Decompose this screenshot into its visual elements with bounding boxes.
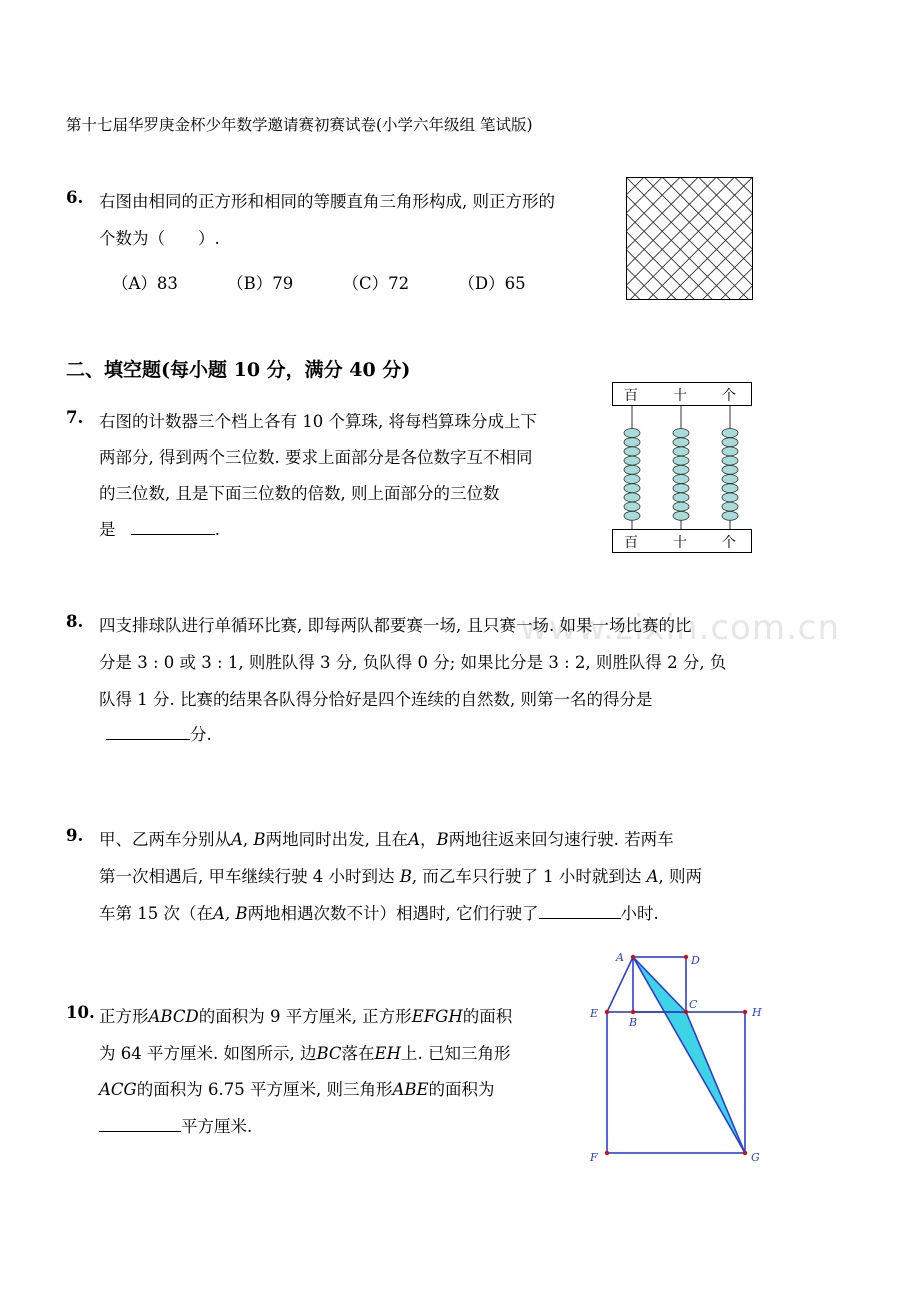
lattice-line: [626, 177, 644, 300]
q9-line3: [99, 900, 659, 924]
lattice-line: [626, 177, 680, 300]
label-c: C: [689, 998, 698, 1011]
lattice-line: [626, 177, 749, 300]
abacus-top-label-hundreds: 百: [624, 388, 638, 404]
abacus-bead: [673, 429, 689, 438]
choice-b: （B）79: [227, 274, 294, 293]
choice-a: （A）83: [112, 274, 178, 293]
q10-line1: [99, 1003, 512, 1027]
lattice-line: [735, 177, 754, 300]
choice-c: （C）72: [342, 274, 410, 293]
abacus-bead: [673, 447, 689, 456]
q9-number: 9.: [66, 826, 84, 845]
q9-comma: ，: [419, 830, 437, 849]
q9-text: 两地同时出发, 且在: [265, 830, 409, 849]
segment-cg: [686, 1012, 745, 1153]
watermark: www.zixin.com.cn: [520, 608, 840, 648]
q7-line4-prefix: 是: [99, 520, 116, 539]
segment-ag: [633, 957, 745, 1153]
q9-text: 甲、乙两车分别从: [99, 830, 231, 849]
point-b: [631, 1010, 635, 1014]
point-c: [684, 1010, 688, 1014]
q10-text: 为 64 平方厘米. 如图所示, 边: [99, 1044, 317, 1063]
q10-text: 正方形: [99, 1007, 149, 1026]
lattice-line: [626, 177, 731, 300]
var-eh: EH: [374, 1044, 401, 1063]
lattice-line: [626, 177, 662, 300]
lattice-line: [630, 177, 753, 300]
q9-line2: [99, 863, 702, 887]
abacus-bottom-label-tens: 十: [673, 535, 687, 551]
q10-text: 平方厘米.: [181, 1117, 253, 1136]
section-title: 二、填空题(每小题 10 分，满分 40 分): [66, 359, 411, 381]
abacus-bead: [722, 502, 738, 511]
point-f: [605, 1151, 609, 1155]
abacus-figure: [612, 382, 752, 553]
q8-line3: 队得 1 分. 比赛的结果各队得分恰好是四个连续的自然数, 则第一名的得分是: [99, 690, 653, 709]
label-a: A: [616, 951, 624, 964]
q9-text: 两地往返来回匀速行驶. 若两车: [448, 830, 674, 849]
abacus-bead: [722, 438, 738, 447]
abacus-bead: [624, 511, 640, 520]
abacus-bead: [624, 502, 640, 511]
abacus-top-label-ones: 个: [722, 388, 736, 404]
abacus-bead: [624, 484, 640, 493]
q7-answer-blank[interactable]: [131, 520, 215, 535]
q8-line4-suffix: 分.: [190, 725, 212, 744]
var-a: A: [646, 867, 659, 886]
abacus-bead: [722, 429, 738, 438]
q7-line3: 的三位数, 且是下面三位数的倍数, 则上面部分的三位数: [99, 484, 500, 503]
q10-number: 10.: [66, 1003, 95, 1022]
q6-lattice-figure: [626, 177, 754, 301]
lattice-line: [666, 177, 754, 300]
point-a: [631, 955, 635, 959]
abacus-bead: [673, 511, 689, 520]
q9-text: , 而乙车只行驶了 1 小时就到达: [411, 867, 642, 886]
q8-line2: 分是 3 : 0 或 3 : 1, 则胜队得 3 分, 负队得 0 分; 如果比分是 3 : 2, 则胜队得 2 分, 负: [99, 653, 727, 672]
abacus-bead: [624, 438, 640, 447]
abacus-bead: [624, 465, 640, 474]
abacus-bead: [624, 475, 640, 484]
var-bc: BC: [316, 1044, 342, 1063]
label-b: B: [629, 1016, 638, 1029]
q7-number: 7.: [66, 408, 84, 427]
var-b: B: [399, 867, 412, 886]
q8-answer-blank[interactable]: [106, 725, 190, 740]
q10-line2: [99, 1040, 510, 1064]
q6-choices: [112, 270, 570, 294]
var-b: B: [253, 830, 266, 849]
lattice-line: [738, 177, 754, 300]
q10-text: 的面积为 9 平方厘米, 正方形: [198, 1007, 412, 1026]
q6-line1: 右图由相同的正方形和相同的等腰直角三角形构成, 则正方形的: [99, 192, 555, 211]
abacus-bead: [673, 438, 689, 447]
label-f: F: [590, 1151, 598, 1164]
abacus-bottom-label-hundreds: 百: [624, 535, 638, 551]
abacus-bead: [673, 475, 689, 484]
abacus-bead: [722, 456, 738, 465]
abacus-bead: [722, 447, 738, 456]
q8-line4: [106, 721, 212, 745]
lattice-line: [626, 177, 659, 300]
segment-ae: [607, 957, 633, 1012]
q7-line4-suffix: .: [214, 520, 220, 539]
q9-text: 两地相遇次数不计）相遇时, 它们行驶了: [247, 904, 539, 923]
abacus-bead: [722, 511, 738, 520]
var-acg: ACG: [99, 1080, 137, 1099]
q10-answer-blank[interactable]: [99, 1117, 181, 1132]
q6-line2: 个数为（ ）.: [99, 229, 220, 248]
label-d: D: [691, 954, 700, 967]
q7-line1: 右图的计数器三个档上各有 10 个算珠, 将每档算珠分成上下: [99, 412, 537, 431]
q10-line3: [99, 1076, 495, 1100]
abacus-bead: [624, 447, 640, 456]
point-e: [605, 1010, 609, 1014]
q9-answer-blank[interactable]: [539, 904, 621, 919]
abacus-bead: [624, 456, 640, 465]
q9-text: 第一次相遇后, 甲车继续行驶 4 小时到达: [99, 867, 395, 886]
q9-text: , 则两: [658, 867, 703, 886]
q10-line4: [99, 1113, 252, 1137]
q6-number: 6.: [66, 188, 84, 207]
var-efgh: EFGH: [411, 1007, 463, 1026]
choice-d: （D）65: [458, 274, 526, 293]
q10-text: 上. 已知三角形: [400, 1044, 511, 1063]
point-h: [743, 1010, 747, 1014]
q8-number: 8.: [66, 612, 84, 631]
q9-text: 车第 15 次（在: [99, 904, 213, 923]
abacus-bead: [624, 493, 640, 502]
label-g: G: [751, 1151, 760, 1164]
abacus-bead: [673, 465, 689, 474]
abacus-bead: [722, 484, 738, 493]
point-g: [743, 1151, 747, 1155]
q7-line2: 两部分, 得到两个三位数. 要求上面部分是各位数字互不相同: [99, 448, 533, 467]
abacus-bead: [722, 493, 738, 502]
label-e: E: [590, 1007, 599, 1020]
q10-text: 的面积: [462, 1007, 513, 1026]
q10-text: 落在: [341, 1044, 375, 1063]
abacus-bead: [673, 484, 689, 493]
var-a: A: [408, 830, 420, 849]
q9-line1: [99, 826, 674, 850]
abacus-bead: [673, 493, 689, 502]
q8-line1: 四支排球队进行单循环比赛, 即每两队都要赛一场, 且只赛一场. 如果一场比赛的比: [99, 616, 692, 635]
q9-text: 小时.: [620, 904, 659, 923]
point-d: [684, 955, 688, 959]
var-abe: ABE: [392, 1080, 429, 1099]
var-a: A: [231, 830, 243, 849]
q9-comma: ,: [242, 830, 249, 849]
q7-line4: [99, 516, 220, 540]
label-h: H: [752, 1006, 762, 1019]
page-header: 第十七届华罗庚金杯少年数学邀请赛初赛试卷(小学六年级组 笔试版): [66, 116, 533, 134]
abacus-bead: [673, 502, 689, 511]
abacus-bead: [673, 456, 689, 465]
var-b: B: [436, 830, 449, 849]
var-abcd: ABCD: [148, 1007, 199, 1026]
abacus-bead: [722, 465, 738, 474]
abacus-top-label-tens: 十: [673, 388, 687, 404]
var-ab: A, B: [213, 904, 248, 923]
abacus-bottom-label-ones: 个: [722, 535, 736, 551]
abacus-bead: [624, 429, 640, 438]
q10-geometry-figure: [585, 948, 770, 1170]
abacus-bead: [722, 475, 738, 484]
q10-text: 的面积为: [428, 1080, 495, 1099]
q10-text: 的面积为 6.75 平方厘米, 则三角形: [136, 1080, 393, 1099]
